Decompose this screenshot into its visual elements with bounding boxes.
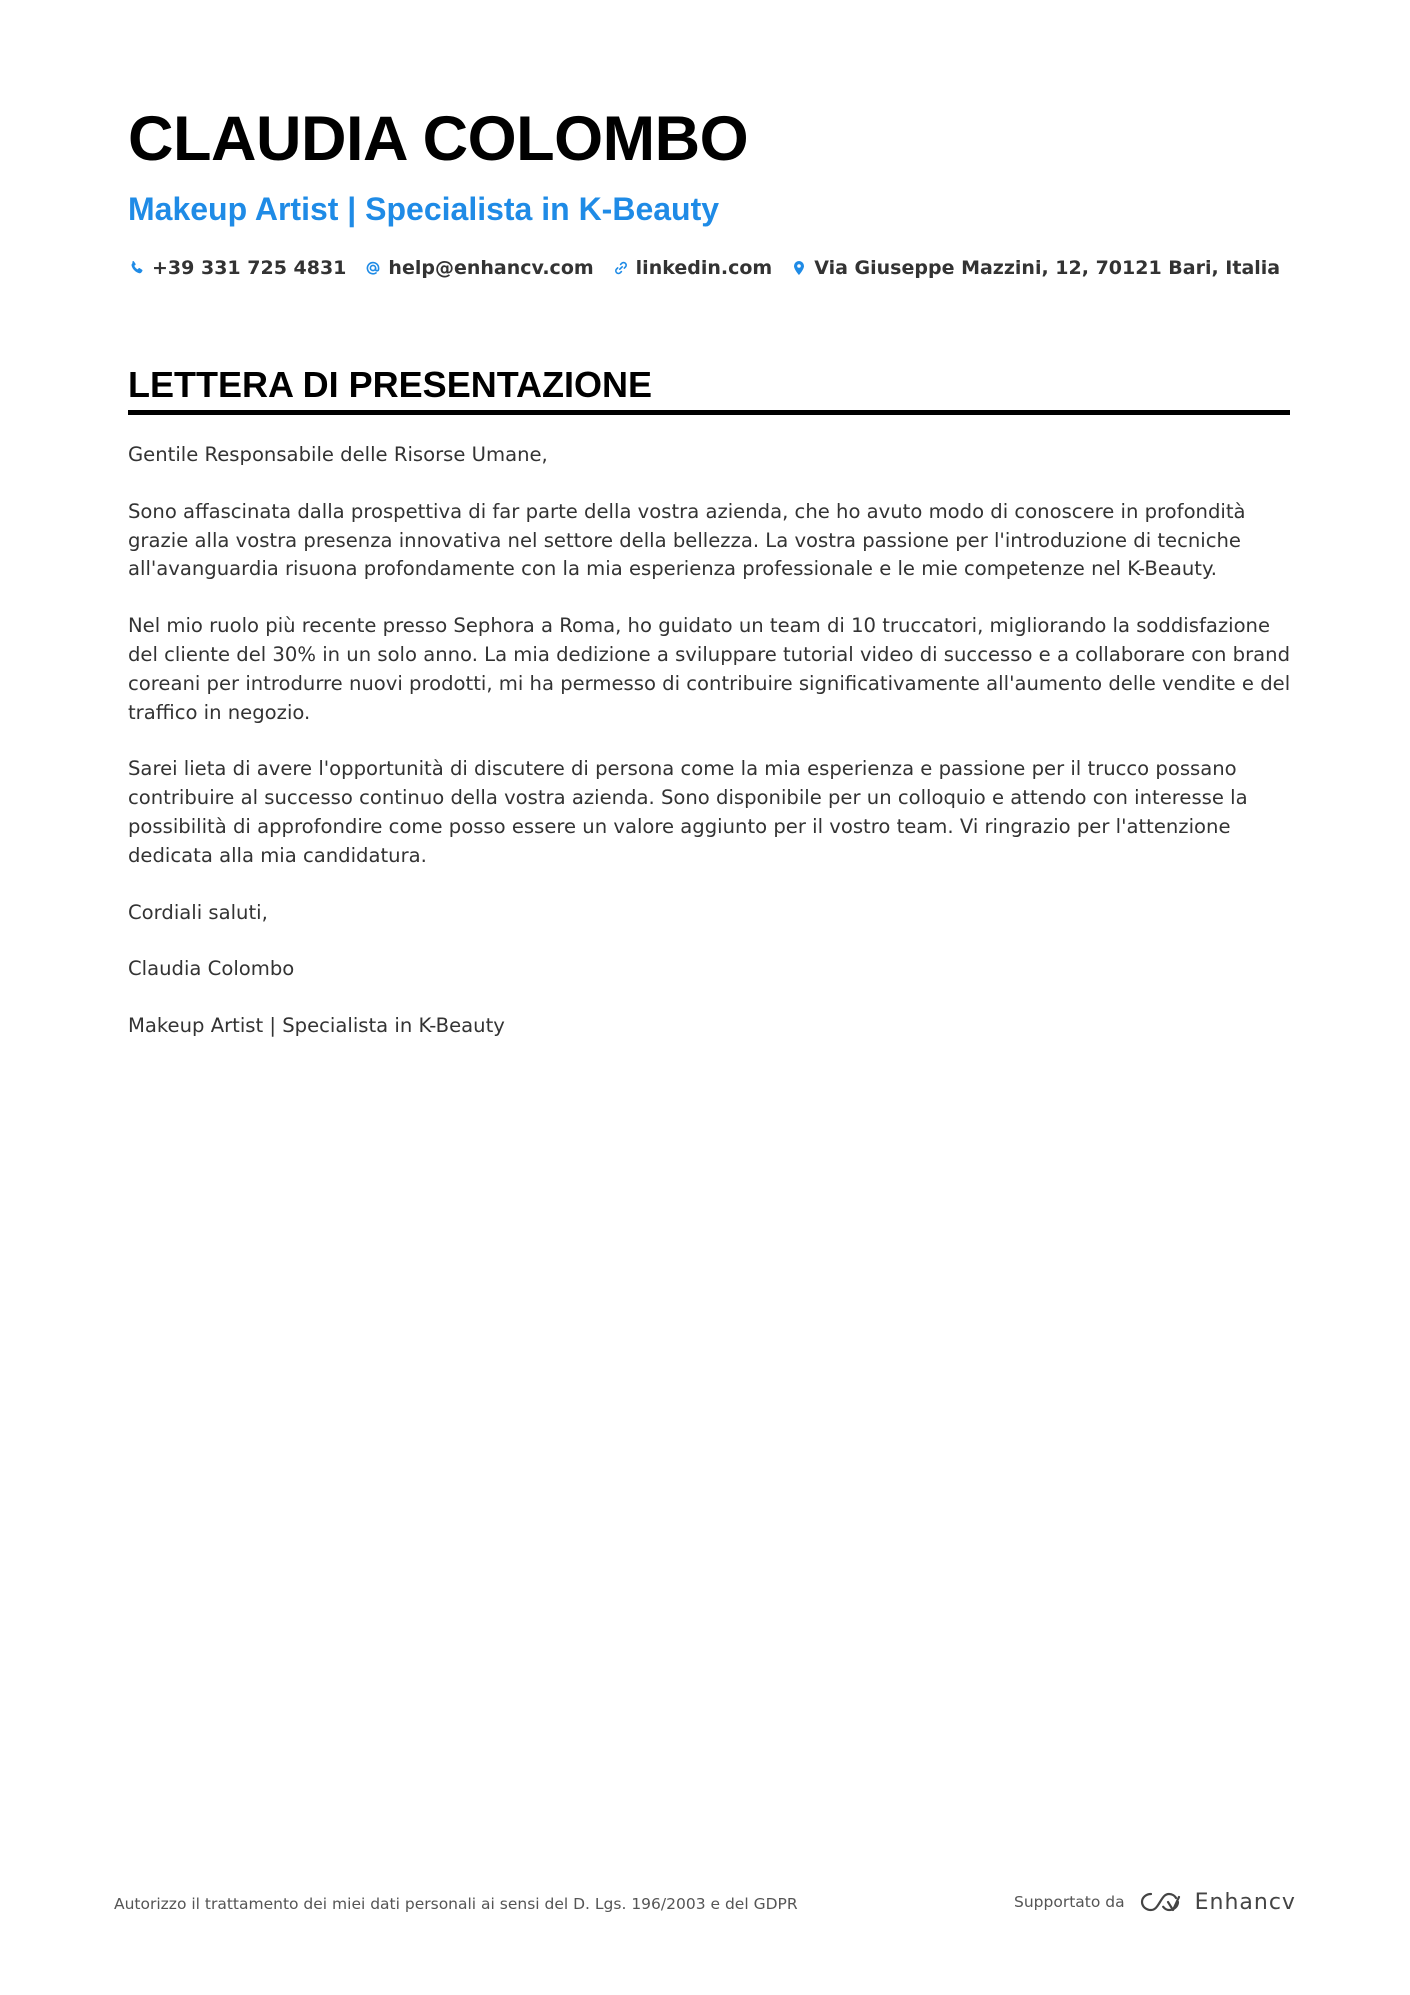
letter-paragraph: Sono affascinata dalla prospettiva di far parte della vostra azienda, che ho avuto modo di conoscere in profondità grazie alla vostra presenza innovativa nel settore della bellezza. La vostra passione per l'introduzione di tecniche all'avanguardia risuona profondamente con la mia esperienza professionale e le mie competenze nel K-Beauty. [128, 499, 1246, 581]
section-title: LETTERA DI PRESENTAZIONE [128, 364, 653, 405]
link-icon [612, 259, 630, 277]
letter-paragraph: Nel mio ruolo più recente presso Sephora a Roma, ho guidato un team di 10 truccatori, migliorando la soddisfazione del cliente del 30% in un solo anno. La mia dedizione a sviluppare tutorial video di successo e a collaborare con brand coreani per introdurre nuovi prodotti, mi ha permesso di contribuire significativamente all'aumento delle vendite e del traffico in negozio. [128, 614, 1291, 724]
letter-closing: Cordiali saluti, [128, 900, 268, 924]
contact-address-text: Via Giuseppe Mazzini, 12, 70121 Bari, Italia [814, 257, 1281, 279]
contact-address [790, 257, 1280, 279]
contact-email[interactable] [364, 257, 593, 279]
enhancv-logo [1137, 1889, 1296, 1915]
enhancv-logo-icon [1137, 1889, 1183, 1915]
powered-by-label: Supportato da [1014, 1893, 1125, 1911]
contact-phone[interactable] [128, 257, 346, 279]
candidate-title: Makeup Artist | Specialista in K-Beauty [128, 191, 720, 227]
contact-linkedin[interactable] [612, 257, 773, 279]
contact-linkedin-text: linkedin.com [635, 257, 773, 279]
letter-body [128, 441, 1293, 1069]
powered-by[interactable] [1014, 1889, 1296, 1915]
signature-name: Claudia Colombo [128, 957, 295, 981]
letter-paragraph: Sarei lieta di avere l'opportunità di discutere di persona come la mia esperienza e passione per il trucco possano contribuire al successo continuo della vostra azienda. Sono disponibile per un colloquio e attendo con interesse la possibilità di approfondire come posso essere un valore aggiunto per il vostro team. Vi ringrazio per l'attenzione dedicata alla mia candidatura. [128, 757, 1248, 867]
enhancv-brand: Enhancv [1194, 1889, 1296, 1915]
phone-icon [128, 259, 146, 277]
letter-greeting: Gentile Responsabile delle Risorse Umane, [128, 443, 548, 466]
location-pin-icon [790, 259, 808, 277]
contact-bar [128, 255, 1298, 281]
contact-phone-text: +39 331 725 4831 [152, 257, 347, 279]
at-icon [364, 259, 382, 277]
signature-title: Makeup Artist | Specialista in K-Beauty [128, 1014, 505, 1038]
contact-email-text: help@enhancv.com [388, 257, 594, 279]
candidate-name: CLAUDIA COLOMBO [128, 104, 749, 174]
section-divider [128, 410, 1290, 415]
privacy-consent-note: Autorizzo il trattamento dei miei dati personali ai sensi del D. Lgs. 196/2003 e del GDPR [114, 1895, 798, 1913]
